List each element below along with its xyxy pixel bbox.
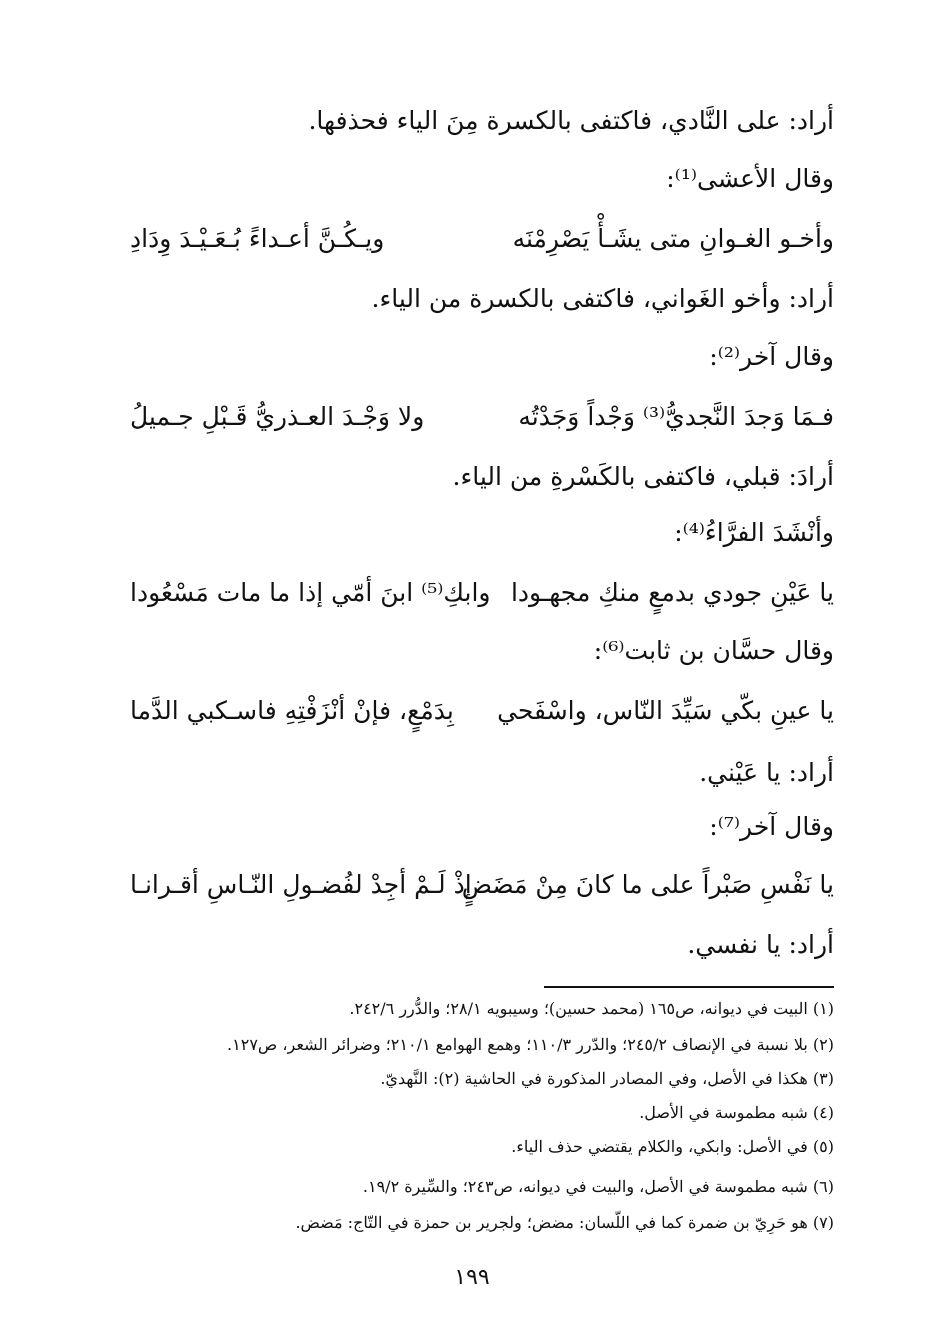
footnote: (٧) هو حَرِيّ بن ضمرة كما في اللّسان: مضض؛ ولجرير بن حمزة في التّاج: مَضض. (295, 1213, 834, 1232)
footnote: (٥) في الأصل: وابكي، والكلام يقتضي حذف الياء. (511, 1137, 834, 1156)
text-line: أراد: يا نفسي. (687, 930, 834, 959)
verse-first-hemistich: يا عَيْنِ جودي بدمعٍ منكِ مجهـودا (510, 578, 834, 607)
text-line: أرادَ: قبلي، فاكتفى بالكَسْرةِ من الياء. (452, 462, 834, 491)
footnote: (٤) شبه مطموسة في الأصل. (639, 1103, 834, 1122)
text-line: أراد: وأخو الغَواني، فاكتفى بالكسرة من الياء. (371, 284, 834, 313)
footnote: (٣) هكذا في الأصل، وفي المصادر المذكورة في الحاشية (٢): النَّهديّ. (380, 1069, 834, 1088)
verse-first-hemistich: يا عينِ بكّي سَيِّدَ النّاس، واسْفَحي (497, 696, 834, 725)
verse-second-hemistich: وابكِ⁽⁵⁾ ابنَ أمّي إذا ما مات مَسْعُودا (130, 578, 491, 607)
verse-first-hemistich: فـمَا وَجدَ النَّجديُّ⁽³⁾ وَجْداً وَجَدْتُه (518, 402, 834, 431)
footnote: (٦) شبه مطموسة في الأصل، والبيت في ديوانه، ص٢٤٣؛ والسِّيرة ١٩/٢. (362, 1177, 834, 1196)
verse-intro: وأنْشَدَ الفرَّاءُ⁽⁴⁾: (674, 518, 834, 547)
text-line: أراد: يا عَيْني. (699, 758, 834, 787)
verse-second-hemistich: ويـكُـنَّ أعـداءً بُـعَـيْـدَ وِدَادِ (130, 224, 385, 253)
verse-first-hemistich: وأخـو الغـوانِ متى يشَـأْ يَصْرِمْنَه (512, 224, 834, 253)
verse-first-hemistich: يا نَفْسِ صَبْراً على ما كانَ مِنْ مَضَضٍ (461, 870, 834, 899)
page-number: ١٩٩ (454, 1265, 490, 1290)
verse-intro: وقال حسَّان بن ثابت⁽⁶⁾: (593, 636, 834, 665)
verse-intro: وقال الأعشى⁽¹⁾: (666, 164, 834, 193)
footnote: (٢) بلا نسبة في الإنصاف ٢٤٥/٢؛ والدّرر ١١٠/٣؛ وهمع الهوامع ٢١٠/١؛ وضرائر الشعر، ص١٢٧. (227, 1035, 834, 1054)
verse-intro: وقال آخر⁽⁷⁾: (709, 812, 834, 841)
verse-second-hemistich: إذْ لَـمْ أجِدْ لفُضـولِ النّـاسِ أقـرانـا (130, 870, 472, 899)
footnote-divider (544, 986, 834, 988)
footnote: (١) البيت في ديوانه، ص١٦٥ (محمد حسين)؛ وسيبويه ٢٨/١؛ والدُّرر ٢٤٢/٦. (349, 999, 834, 1018)
verse-intro: وقال آخر⁽²⁾: (709, 342, 834, 371)
text-line: أراد: على النَّادي، فاكتفى بالكسرة مِنَ الياء فحذفها. (308, 106, 834, 135)
verse-second-hemistich: ولا وَجْـدَ العـذريُّ قَـبْلِ جـميلُ (130, 402, 425, 431)
verse-second-hemistich: بِدَمْعٍ، فإنْ أنْزَفْتِهِ فاسـكبي الدَّما (130, 696, 454, 725)
